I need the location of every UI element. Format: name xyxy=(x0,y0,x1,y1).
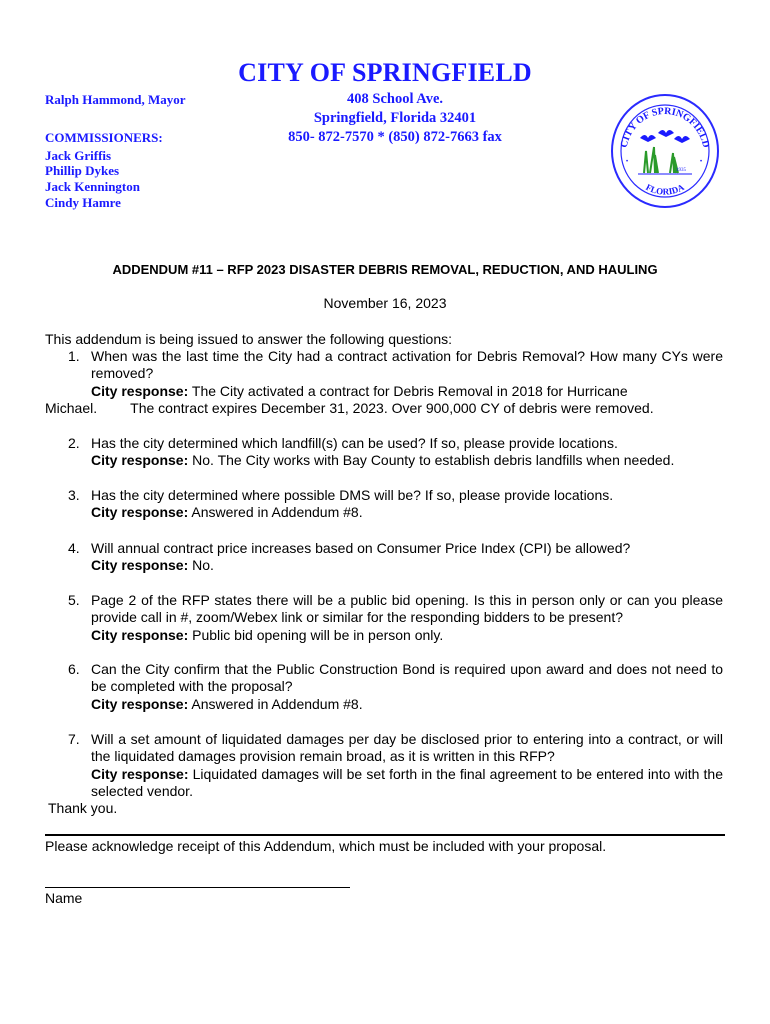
acknowledge-text: Please acknowledge receipt of this Addendum, which must be included with your proposal. xyxy=(45,838,607,854)
seal-bottom-text: FLORIDA xyxy=(644,181,686,197)
response-label: City response: xyxy=(91,695,189,712)
response-text: Answered in Addendum #8. xyxy=(191,695,363,712)
closing-text: Thank you. xyxy=(48,800,118,816)
question-number: 2. xyxy=(68,435,80,451)
commissioners-block xyxy=(45,130,163,211)
response-text: No. xyxy=(192,557,214,574)
question-item-3 xyxy=(68,487,723,522)
response-label: City response: xyxy=(91,382,189,399)
question-text: Will a set amount of liquidated damages per day be disclosed prior to entering into a contract, or will the liquidated damages provision remain broad, as it is written in this RFP? xyxy=(91,731,723,765)
response-text: No. The City works with Bay County to establish debris landfills when needed. xyxy=(192,452,675,469)
commissioner-name: Phillip Dykes xyxy=(45,163,120,179)
question-text: Will annual contract price increases based on Consumer Price Index (CPI) be allowed? xyxy=(91,540,631,556)
question-number: 6. xyxy=(68,661,80,677)
question-number: 7. xyxy=(68,731,80,747)
response-text: Liquidated damages will be set forth in the final agreement to be entered into with the selected vendor. xyxy=(91,765,723,800)
addendum-title: ADDENDUM #11 – RFP 2023 DISASTER DEBRIS REMOVAL, REDUCTION, AND HAULING xyxy=(112,262,658,277)
question-item-6 xyxy=(68,661,723,713)
question-item-4 xyxy=(68,540,723,575)
question-number: 1. xyxy=(68,348,80,364)
response-text: The City activated a contract for Debris Removal in 2018 for Hurricane xyxy=(191,382,628,399)
question-number: 3. xyxy=(68,487,80,503)
response-label: City response: xyxy=(91,452,189,469)
city-response xyxy=(91,504,723,521)
intro-text: This addendum is being issued to answer the following questions: xyxy=(45,331,453,347)
city-response xyxy=(91,696,723,713)
svg-text:•: • xyxy=(626,159,629,165)
addendum-date: November 16, 2023 xyxy=(323,295,447,311)
seal-year-text: 1935 xyxy=(676,168,686,173)
commissioner-name: Jack Kennington xyxy=(45,179,140,195)
commissioners-label: COMMISSIONERS: xyxy=(45,130,163,145)
city-name-heading: CITY OF SPRINGFIELD xyxy=(238,58,532,87)
address-street: 408 School Ave. xyxy=(347,91,443,107)
response-label: City response: xyxy=(91,765,189,782)
seal-top-text: CITY OF SPRINGFIELD xyxy=(618,105,712,149)
question-item-7 xyxy=(68,731,723,801)
city-response xyxy=(91,383,723,400)
response-text: Michael. xyxy=(45,400,98,416)
name-signature-line xyxy=(45,887,350,888)
name-label: Name xyxy=(45,890,83,906)
response-label: City response: xyxy=(91,626,189,643)
question-item-5 xyxy=(68,592,723,644)
question-number: 5. xyxy=(68,592,80,608)
question-item-2 xyxy=(68,435,723,470)
address-city-state: Springfield, Florida 32401 xyxy=(313,110,477,126)
city-response xyxy=(91,557,723,574)
address-phone-fax: 850- 872-7570 * (850) 872-7663 fax xyxy=(288,129,502,145)
response-text: Public bid opening will be in person only. xyxy=(192,626,444,643)
question-text: Page 2 of the RFP states there will be a public bid opening. Is this in person only or can you please provide call in #, zoom/Webex link or similar for the responding bidders to be present? xyxy=(91,592,723,626)
city-address-block xyxy=(230,90,560,147)
response-label: City response: xyxy=(91,557,189,574)
question-text: Can the City confirm that the Public Construction Bond is required upon award and does not need to be completed with the proposal? xyxy=(91,661,723,695)
svg-text:•: • xyxy=(700,159,703,165)
question-text: Has the city determined which landfill(s) can be used? If so, please provide locations. xyxy=(91,435,618,451)
city-response xyxy=(91,452,723,469)
response-text: The contract expires December 31, 2023. Over 900,000 CY of debris were removed. xyxy=(130,400,654,416)
question-number: 4. xyxy=(68,540,80,556)
commissioner-name: Jack Griffis xyxy=(45,147,112,163)
section-divider xyxy=(45,834,725,836)
question-item-1 xyxy=(68,348,723,400)
response-label: City response: xyxy=(91,504,189,521)
city-seal-icon xyxy=(610,93,720,209)
response-text: Answered in Addendum #8. xyxy=(191,504,363,521)
mayor-name: Ralph Hammond, Mayor xyxy=(45,92,186,107)
city-response xyxy=(91,627,723,644)
commissioner-name: Cindy Hamre xyxy=(45,194,121,210)
question-text: Has the city determined where possible DMS will be? If so, please provide locations. xyxy=(91,487,614,503)
question-1-response-continued xyxy=(45,400,654,417)
question-text: When was the last time the City had a contract activation for Debris Removal? How many CYs were removed? xyxy=(91,348,723,382)
city-response xyxy=(91,766,723,801)
